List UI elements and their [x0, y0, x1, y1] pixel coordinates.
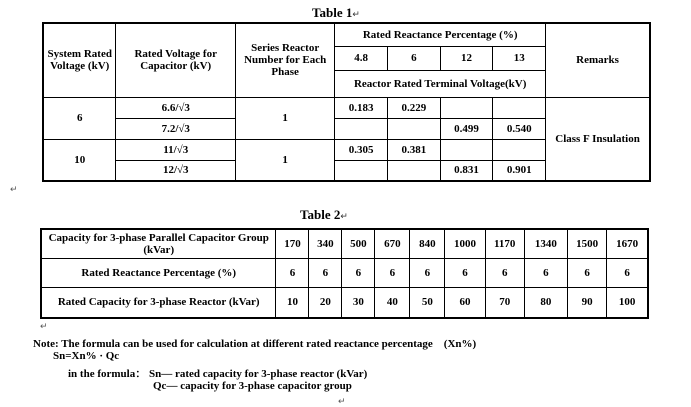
reactor-number-cell: 1 [236, 139, 335, 181]
reactance-cell: 6 [445, 258, 485, 287]
table2 [40, 228, 649, 319]
note-line-4: Qc— capacity for 3-phase capacitor group [153, 380, 352, 392]
reactor-capacity-cell: 20 [309, 287, 342, 318]
capacity-cell: 500 [342, 229, 375, 258]
terminal-voltage-cell [388, 118, 441, 139]
reactor-capacity-cell: 30 [342, 287, 375, 318]
table1-caption: Table 1↵ [312, 5, 360, 20]
note-line-3: in the formula： Sn— rated capacity for 3-phase reactor (kVar) [68, 368, 368, 380]
header-rated-voltage-capacitor: Rated Voltage for Capacitor (kV) [116, 23, 236, 97]
table-row [41, 229, 648, 258]
cap-voltage-cell: 11/√3 [116, 139, 236, 160]
reactance-cell: 6 [485, 258, 524, 287]
capacity-cell: 670 [375, 229, 410, 258]
pct-cell: 6 [388, 46, 441, 70]
capacity-cell: 170 [276, 229, 309, 258]
reactance-cell: 6 [309, 258, 342, 287]
pct-cell: 13 [493, 46, 546, 70]
terminal-voltage-cell [440, 139, 493, 160]
capacity-cell: 840 [410, 229, 445, 258]
reactance-cell: 6 [410, 258, 445, 287]
reactor-capacity-cell: 90 [568, 287, 607, 318]
paragraph-mark: ↵ [338, 396, 346, 406]
remarks-cell: Class F Insulation [546, 97, 650, 181]
reactance-cell: 6 [524, 258, 567, 287]
reactor-capacity-cell: 60 [445, 287, 485, 318]
system-voltage-cell: 10 [43, 139, 116, 181]
system-voltage-cell: 6 [43, 97, 116, 139]
note-formula: Sn=Xn% · Qc [53, 350, 120, 362]
reactance-cell: 6 [276, 258, 309, 287]
row-label: Capacity for 3-phase Parallel Capacitor Group (kVar) [41, 229, 276, 258]
capacity-cell: 340 [309, 229, 342, 258]
table-row [41, 287, 648, 318]
capacity-cell: 1500 [568, 229, 607, 258]
terminal-voltage-cell [388, 160, 441, 181]
reactor-number-cell: 1 [236, 97, 335, 139]
pct-cell: 12 [440, 46, 493, 70]
reactor-capacity-cell: 80 [524, 287, 567, 318]
reactance-cell: 6 [342, 258, 375, 287]
paragraph-mark: ↵ [10, 184, 18, 194]
reactor-capacity-cell: 40 [375, 287, 410, 318]
header-series-reactor-number: Series Reactor Number for Each Phase [236, 23, 335, 97]
reactor-capacity-cell: 10 [276, 287, 309, 318]
header-reactance-percentage: Rated Reactance Percentage (%) [335, 23, 546, 46]
reactor-capacity-cell: 70 [485, 287, 524, 318]
terminal-voltage-cell: 0.540 [493, 118, 546, 139]
cap-voltage-cell: 6.6/√3 [116, 97, 236, 118]
reactance-cell: 6 [607, 258, 648, 287]
reactor-capacity-cell: 50 [410, 287, 445, 318]
cap-voltage-cell: 12/√3 [116, 160, 236, 181]
capacity-cell: 1340 [524, 229, 567, 258]
terminal-voltage-cell: 0.831 [440, 160, 493, 181]
terminal-voltage-cell [335, 160, 388, 181]
reactance-cell: 6 [375, 258, 410, 287]
terminal-voltage-cell: 0.229 [388, 97, 441, 118]
terminal-voltage-cell [493, 97, 546, 118]
terminal-voltage-cell [335, 118, 388, 139]
table-row [43, 97, 650, 118]
note-line-1: Note: The formula can be used for calculation at different rated reactance percentage (Xn%) [33, 338, 477, 350]
cap-voltage-cell: 7.2/√3 [116, 118, 236, 139]
table1 [42, 22, 651, 182]
table-row [41, 258, 648, 287]
capacity-cell: 1170 [485, 229, 524, 258]
header-system-voltage: System Rated Voltage (kV) [43, 23, 116, 97]
paragraph-mark: ↵ [40, 321, 48, 331]
header-terminal-voltage: Reactor Rated Terminal Voltage(kV) [335, 70, 546, 97]
terminal-voltage-cell: 0.499 [440, 118, 493, 139]
row-label: Rated Capacity for 3-phase Reactor (kVar) [41, 287, 276, 318]
terminal-voltage-cell [493, 139, 546, 160]
reactance-cell: 6 [568, 258, 607, 287]
header-remarks: Remarks [546, 23, 650, 97]
reactor-capacity-cell: 100 [607, 287, 648, 318]
capacity-cell: 1000 [445, 229, 485, 258]
terminal-voltage-cell: 0.183 [335, 97, 388, 118]
terminal-voltage-cell: 0.901 [493, 160, 546, 181]
capacity-cell: 1670 [607, 229, 648, 258]
pct-cell: 4.8 [335, 46, 388, 70]
terminal-voltage-cell [440, 97, 493, 118]
row-label: Rated Reactance Percentage (%) [41, 258, 276, 287]
terminal-voltage-cell: 0.381 [388, 139, 441, 160]
table2-caption: Table 2↵ [300, 207, 348, 222]
terminal-voltage-cell: 0.305 [335, 139, 388, 160]
